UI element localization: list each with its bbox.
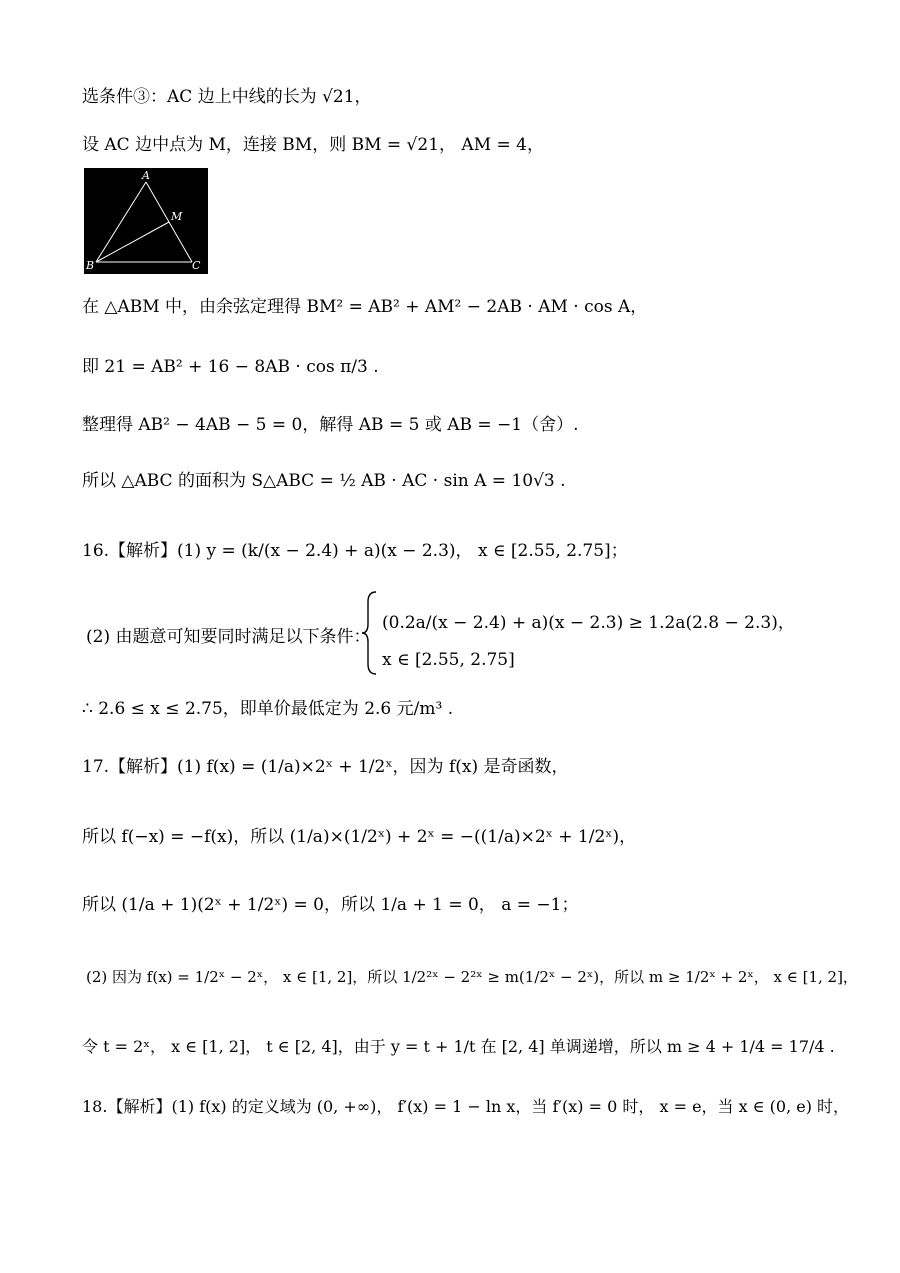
median-bm (96, 222, 169, 262)
point-label-m: M (171, 210, 183, 223)
line-substitute: 即 21 = AB² + 16 − 8AB · cos π/3 . (82, 357, 379, 377)
condition-inequality: (0.2a/(x − 2.4) + a)(x − 2.3) ≥ 1.2a(2.8 − 2.3)， (382, 613, 795, 633)
line-q16-part2-prefix: (2) 由题意可知要同时满足以下条件： (86, 627, 371, 647)
vertex-label-c: C (192, 259, 201, 272)
line-q16-conclusion: ∴ 2.6 ≤ x ≤ 2.75，即单价最低定为 2.6 元/m³ . (82, 699, 454, 719)
line-q17-odd: 所以 f(−x) = −f(x)，所以 (1/a)×(1/2ˣ) + 2ˣ = −((1/a)×2ˣ + 1/2ˣ)， (82, 827, 637, 847)
line-solve-ab: 整理得 AB² − 4AB − 5 = 0，解得 AB = 5 或 AB = −1（舍）. (82, 415, 579, 435)
condition-system (360, 590, 795, 676)
left-brace-icon (360, 590, 380, 676)
line-midpoint: 设 AC 边中点为 M，连接 BM，则 BM = √21， AM = 4， (82, 135, 544, 155)
line-q17-part2: (2) 因为 f(x) = 1/2ˣ − 2ˣ， x ∈ [1, 2]，所以 1/2²ˣ − 2²ˣ ≥ m(1/2ˣ − 2ˣ)，所以 m ≥ 1/2ˣ + 2ˣ， x ∈ [1, 2]， (86, 968, 858, 986)
line-cosine-law: 在 △ABM 中，由余弦定理得 BM² = AB² + AM² − 2AB · AM · cos A， (82, 297, 648, 317)
line-q16-part1: 16.【解析】(1) y = (k/(x − 2.4) + a)(x − 2.3)， x ∈ [2.55, 2.75]； (82, 541, 628, 561)
line-q17-substitute: 令 t = 2ˣ， x ∈ [1, 2]， t ∈ [2, 4]，由于 y = t + 1/t 在 [2, 4] 单调递增，所以 m ≥ 4 + 1/4 = 17/4 . (82, 1037, 835, 1056)
line-area: 所以 △ABC 的面积为 S△ABC = ½ AB · AC · sin A = 10√3 . (82, 471, 566, 491)
triangle-figure (84, 168, 208, 274)
triangle-diagram (84, 168, 208, 274)
line-q17-solve-a: 所以 (1/a + 1)(2ˣ + 1/2ˣ) = 0，所以 1/a + 1 = 0， a = −1； (82, 895, 579, 915)
condition-domain: x ∈ [2.55, 2.75] (382, 650, 515, 670)
vertex-label-a: A (142, 169, 150, 182)
line-condition-3: 选条件③：AC 边上中线的长为 √21， (82, 87, 372, 107)
edge-ab (96, 182, 146, 262)
vertex-label-b: B (86, 259, 95, 272)
line-q18-part1: 18.【解析】(1) f(x) 的定义域为 (0, +∞)， f′(x) = 1 − ln x，当 f′(x) = 0 时， x = e，当 x ∈ (0, e) 时， (82, 1097, 850, 1116)
line-q17-part1: 17.【解析】(1) f(x) = (1/a)×2ˣ + 1/2ˣ，因为 f(x) 是奇函数， (82, 757, 569, 777)
